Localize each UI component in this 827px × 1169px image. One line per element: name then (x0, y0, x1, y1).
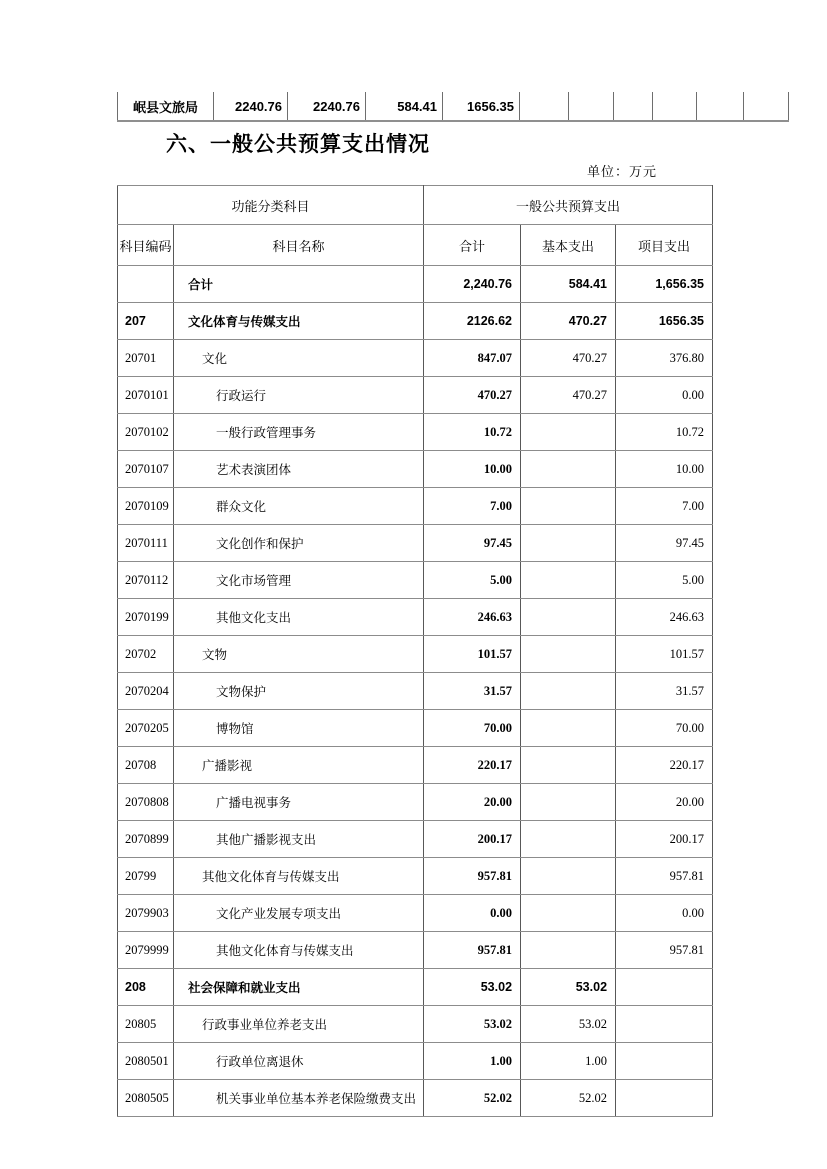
total-cell: 10.00 (424, 451, 521, 488)
budget-row (118, 340, 713, 377)
basic-expenditure-cell (521, 784, 616, 821)
project-expenditure-cell: 5.00 (616, 562, 713, 599)
subject-name-cell: 文化 (174, 340, 424, 377)
budget-row (118, 636, 713, 673)
total-cell: 847.07 (424, 340, 521, 377)
total-cell: 31.57 (424, 673, 521, 710)
empty-cell (697, 92, 744, 121)
subject-name-cell: 文化市场管理 (174, 562, 424, 599)
subject-code-cell: 2080505 (118, 1080, 174, 1117)
subject-code-cell: 208 (118, 969, 174, 1006)
previous-table-tail (117, 92, 789, 122)
total-cell: 957.81 (424, 858, 521, 895)
budget-row (118, 525, 713, 562)
budget-table-header-group-row (118, 186, 713, 225)
total-cell: 2126.62 (424, 303, 521, 340)
project-expenditure-cell: 31.57 (616, 673, 713, 710)
subject-name-cell: 机关事业单位基本养老保险缴费支出 (174, 1080, 424, 1117)
project-expenditure-cell: 0.00 (616, 895, 713, 932)
subject-name-cell: 群众文化 (174, 488, 424, 525)
subject-code-cell: 2070199 (118, 599, 174, 636)
basic-expenditure-cell: 1.00 (521, 1043, 616, 1080)
subject-code-cell: 2070899 (118, 821, 174, 858)
project-expenditure-cell: 101.57 (616, 636, 713, 673)
subject-code-cell: 20708 (118, 747, 174, 784)
project-expenditure-cell: 1656.35 (616, 303, 713, 340)
basic-expenditure-cell: 470.27 (521, 303, 616, 340)
project-expenditure-cell: 97.45 (616, 525, 713, 562)
budget-table-header-row (118, 225, 713, 266)
header-project-expenditure: 项目支出 (616, 225, 713, 266)
subject-code-cell: 2070101 (118, 377, 174, 414)
budget-row (118, 858, 713, 895)
budget-table (117, 185, 713, 1117)
total-cell: 97.45 (424, 525, 521, 562)
budget-row (118, 710, 713, 747)
subject-name-cell: 博物馆 (174, 710, 424, 747)
project-expenditure-cell: 0.00 (616, 377, 713, 414)
project-expenditure-cell: 1,656.35 (616, 266, 713, 303)
basic-expenditure-cell (521, 932, 616, 969)
budget-row (118, 266, 713, 303)
basic-expenditure-cell: 470.27 (521, 340, 616, 377)
subject-code-cell (118, 266, 174, 303)
previous-table-row (118, 92, 789, 121)
subject-name-cell: 广播电视事务 (174, 784, 424, 821)
basic-expenditure-cell (521, 636, 616, 673)
subject-code-cell: 2070102 (118, 414, 174, 451)
basic-expenditure-cell (521, 858, 616, 895)
basic-expenditure-cell: 53.02 (521, 969, 616, 1006)
header-general-public-budget: 一般公共预算支出 (424, 186, 713, 225)
header-subject-code: 科目编码 (118, 225, 174, 266)
budget-row (118, 451, 713, 488)
subject-name-cell: 广播影视 (174, 747, 424, 784)
header-functional-classification: 功能分类科目 (118, 186, 424, 225)
budget-row (118, 895, 713, 932)
basic-expenditure-cell: 584.41 (521, 266, 616, 303)
project-expenditure-cell: 220.17 (616, 747, 713, 784)
subject-name-cell: 文化创作和保护 (174, 525, 424, 562)
subject-name-cell: 文物 (174, 636, 424, 673)
subject-name-cell: 文化体育与传媒支出 (174, 303, 424, 340)
basic-expenditure-cell: 53.02 (521, 1006, 616, 1043)
subject-name-cell: 其他文化体育与传媒支出 (174, 858, 424, 895)
project-expenditure-cell (616, 1006, 713, 1043)
basic-expenditure-cell (521, 525, 616, 562)
header-basic-expenditure: 基本支出 (521, 225, 616, 266)
total-cell: 20.00 (424, 784, 521, 821)
basic-expenditure-cell (521, 488, 616, 525)
total-cell: 101.57 (424, 636, 521, 673)
project-expenditure-cell: 10.72 (616, 414, 713, 451)
header-total: 合计 (424, 225, 521, 266)
budget-row (118, 969, 713, 1006)
budget-row (118, 562, 713, 599)
project-expenditure-cell: 246.63 (616, 599, 713, 636)
project-expenditure-cell: 10.00 (616, 451, 713, 488)
project-expenditure-cell: 957.81 (616, 932, 713, 969)
subject-name-cell: 行政单位离退休 (174, 1043, 424, 1080)
empty-cell (614, 92, 653, 121)
total-cell: 200.17 (424, 821, 521, 858)
budget-row (118, 932, 713, 969)
empty-cell (520, 92, 569, 121)
basic-expenditure-cell (521, 710, 616, 747)
project-expenditure-cell: 957.81 (616, 858, 713, 895)
subject-name-cell: 合计 (174, 266, 424, 303)
budget-row (118, 1080, 713, 1117)
total-cell: 957.81 (424, 932, 521, 969)
subject-name-cell: 文化产业发展专项支出 (174, 895, 424, 932)
empty-cell (569, 92, 614, 121)
total-cell: 52.02 (424, 1080, 521, 1117)
basic-expenditure-cell (521, 414, 616, 451)
subject-name-cell: 艺术表演团体 (174, 451, 424, 488)
subject-name-cell: 社会保障和就业支出 (174, 969, 424, 1006)
subject-code-cell: 20805 (118, 1006, 174, 1043)
budget-row (118, 821, 713, 858)
amount-cell: 2240.76 (288, 92, 366, 121)
total-cell: 10.72 (424, 414, 521, 451)
subject-code-cell: 2070111 (118, 525, 174, 562)
basic-expenditure-cell (521, 673, 616, 710)
basic-expenditure-cell (521, 821, 616, 858)
budget-row (118, 784, 713, 821)
subject-code-cell: 2080501 (118, 1043, 174, 1080)
subject-code-cell: 2070109 (118, 488, 174, 525)
total-cell: 2,240.76 (424, 266, 521, 303)
budget-row (118, 488, 713, 525)
unit-label: 单位：万元 (586, 164, 657, 179)
subject-code-cell: 20701 (118, 340, 174, 377)
subject-name-cell: 其他广播影视支出 (174, 821, 424, 858)
project-expenditure-cell (616, 1080, 713, 1117)
subject-code-cell: 2070204 (118, 673, 174, 710)
amount-cell: 2240.76 (214, 92, 288, 121)
basic-expenditure-cell (521, 562, 616, 599)
project-expenditure-cell: 20.00 (616, 784, 713, 821)
total-cell: 470.27 (424, 377, 521, 414)
basic-expenditure-cell (521, 451, 616, 488)
subject-name-cell: 其他文化体育与传媒支出 (174, 932, 424, 969)
total-cell: 5.00 (424, 562, 521, 599)
amount-cell: 584.41 (366, 92, 443, 121)
total-cell: 0.00 (424, 895, 521, 932)
agency-name-cell: 岷县文旅局 (118, 92, 214, 121)
basic-expenditure-cell: 470.27 (521, 377, 616, 414)
subject-name-cell: 行政运行 (174, 377, 424, 414)
budget-row (118, 303, 713, 340)
section-title: 六、一般公共预算支出情况 (166, 133, 430, 156)
subject-code-cell: 20702 (118, 636, 174, 673)
budget-row (118, 673, 713, 710)
subject-name-cell: 其他文化支出 (174, 599, 424, 636)
subject-code-cell: 2070107 (118, 451, 174, 488)
subject-code-cell: 207 (118, 303, 174, 340)
total-cell: 53.02 (424, 969, 521, 1006)
header-subject-name: 科目名称 (174, 225, 424, 266)
subject-code-cell: 20799 (118, 858, 174, 895)
basic-expenditure-cell (521, 599, 616, 636)
project-expenditure-cell: 70.00 (616, 710, 713, 747)
empty-cell (744, 92, 789, 121)
subject-name-cell: 文物保护 (174, 673, 424, 710)
project-expenditure-cell (616, 1043, 713, 1080)
empty-cell (653, 92, 697, 121)
budget-row (118, 1043, 713, 1080)
total-cell: 7.00 (424, 488, 521, 525)
subject-name-cell: 行政事业单位养老支出 (174, 1006, 424, 1043)
subject-code-cell: 2079999 (118, 932, 174, 969)
budget-table-body (118, 266, 713, 1117)
basic-expenditure-cell (521, 747, 616, 784)
subject-code-cell: 2070205 (118, 710, 174, 747)
project-expenditure-cell: 7.00 (616, 488, 713, 525)
budget-row (118, 414, 713, 451)
amount-cell: 1656.35 (443, 92, 520, 121)
basic-expenditure-cell (521, 895, 616, 932)
total-cell: 53.02 (424, 1006, 521, 1043)
budget-row (118, 1006, 713, 1043)
project-expenditure-cell: 200.17 (616, 821, 713, 858)
project-expenditure-cell: 376.80 (616, 340, 713, 377)
subject-code-cell: 2070112 (118, 562, 174, 599)
budget-row (118, 747, 713, 784)
subject-name-cell: 一般行政管理事务 (174, 414, 424, 451)
total-cell: 70.00 (424, 710, 521, 747)
total-cell: 1.00 (424, 1043, 521, 1080)
subject-code-cell: 2079903 (118, 895, 174, 932)
budget-row (118, 377, 713, 414)
total-cell: 246.63 (424, 599, 521, 636)
total-cell: 220.17 (424, 747, 521, 784)
basic-expenditure-cell: 52.02 (521, 1080, 616, 1117)
project-expenditure-cell (616, 969, 713, 1006)
budget-row (118, 599, 713, 636)
subject-code-cell: 2070808 (118, 784, 174, 821)
